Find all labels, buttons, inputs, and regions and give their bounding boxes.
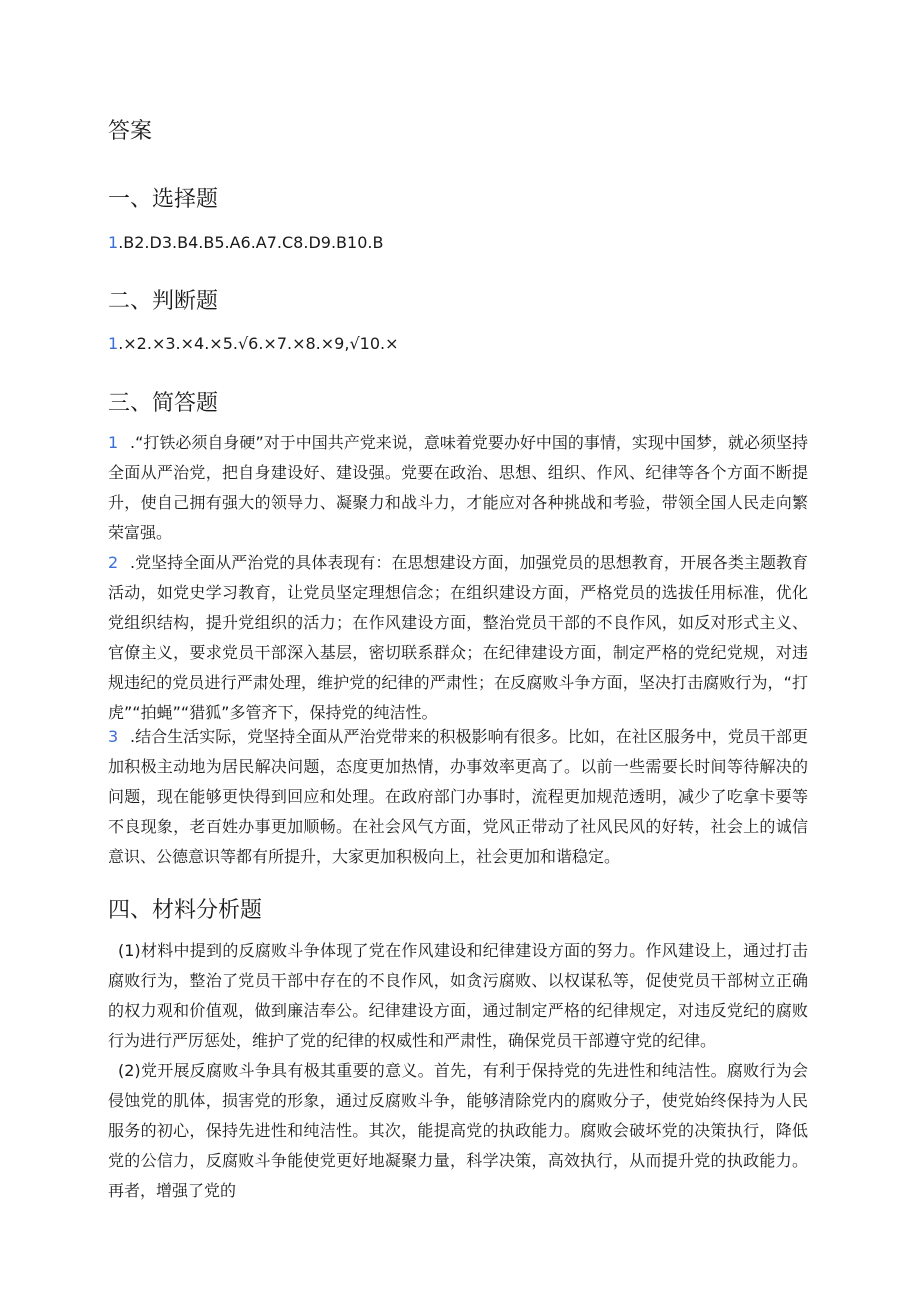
- section-heading-choice: 一、选择题: [108, 187, 219, 212]
- choice-answers-number: 1: [108, 233, 119, 252]
- section-heading-short-answer: 三、简答题: [108, 391, 219, 416]
- short-answer-item: [108, 548, 808, 728]
- short-answer-text: .“打铁必须自身硬”对于中国共产党来说，意味着党要办好中国的事情，实现中国梦，就必须坚持全面从严治党，把自身建设好、建设强。党要在政治、思想、组织、作风、纪律等各个方面不断提升，使自己拥有强大的领导力、凝聚力和战斗力，才能应对各种挑战和考验，带领全国人民走向繁荣富强。: [108, 433, 808, 542]
- judgement-answers: [108, 333, 398, 355]
- short-answer-text: .党坚持全面从严治党的具体表现有：在思想建设方面，加强党员的思想教育，开展各类主题教育活动，如党史学习教育，让党员坚定理想信念；在组织建设方面，严格党员的选拔任用标准，优化党组织结构，提升党组织的活力；在作风建设方面，整治党员干部的不良作风，如反对形式主义、官僚主义，要求党员干部深入基层，密切联系群众；在纪律建设方面，制定严格的党纪党规，对违规违纪的党员进行严肃处理，维护党的纪律的严肃性；在反腐败斗争方面，坚决打击腐败行为，“打虎”“拍蝇”“猎狐”多管齐下，保持党的纯洁性。: [108, 553, 808, 722]
- section-heading-material-analysis: 四、材料分析题: [108, 898, 263, 923]
- choice-answers-text: .B2.D3.B4.B5.A6.A7.C8.D9.B10.B: [118, 233, 384, 252]
- analysis-paragraph: (1)材料中提到的反腐败斗争体现了党在作风建设和纪律建设方面的努力。作风建设上，通过打击腐败行为，整治了党员干部中存在的不良作风，如贪污腐败、以权谋私等，促使党员干部树立正确的权力观和价值观，做到廉洁奉公。纪律建设方面，通过制定严格的纪律规定，对违反党纪的腐败行为进行严厉惩处，维护了党的纪律的权威性和严肃性，确保党员干部遵守党的纪律。: [108, 941, 808, 1050]
- document-title: 答案: [108, 119, 153, 144]
- short-answer-item: [108, 428, 808, 548]
- short-answer-number: 1: [108, 433, 119, 452]
- judgement-answers-number: 1: [108, 334, 119, 353]
- short-answer-number: 3: [108, 727, 119, 746]
- short-answer-item: [108, 722, 808, 872]
- short-answer-text: .结合生活实际，党坚持全面从严治党带来的积极影响有很多。比如，在社区服务中，党员干部更加积极主动地为居民解决问题，态度更加热情，办事效率更高了。以前一些需要长时间等待解决的问题，现在能够更快得到回应和处理。在政府部门办事时，流程更加规范透明，减少了吃拿卡要等不良现象，老百姓办事更加顺畅。在社会风气方面，党风正带动了社风民风的好转，社会上的诚信意识、公德意识等都有所提升，大家更加积极向上，社会更加和谐稳定。: [108, 727, 808, 866]
- judgement-answers-text: .×2.×3.×4.×5.√6.×7.×8.×9,√10.×: [118, 334, 399, 353]
- section-heading-judgement: 二、判断题: [108, 289, 219, 314]
- choice-answers: [108, 232, 383, 254]
- short-answer-number: 2: [108, 553, 119, 572]
- analysis-paragraph: (2)党开展反腐败斗争具有极其重要的意义。首先，有利于保持党的先进性和纯洁性。腐败行为会侵蚀党的肌体，损害党的形象，通过反腐败斗争，能够清除党内的腐败分子，使党始终保持为人民服务的初心，保持先进性和纯洁性。其次，能提高党的执政能力。腐败会破坏党的决策执行，降低党的公信力，反腐败斗争能使党更好地凝聚力量，科学决策，高效执行，从而提升党的执政能力。再者，增强了党的: [108, 1061, 808, 1200]
